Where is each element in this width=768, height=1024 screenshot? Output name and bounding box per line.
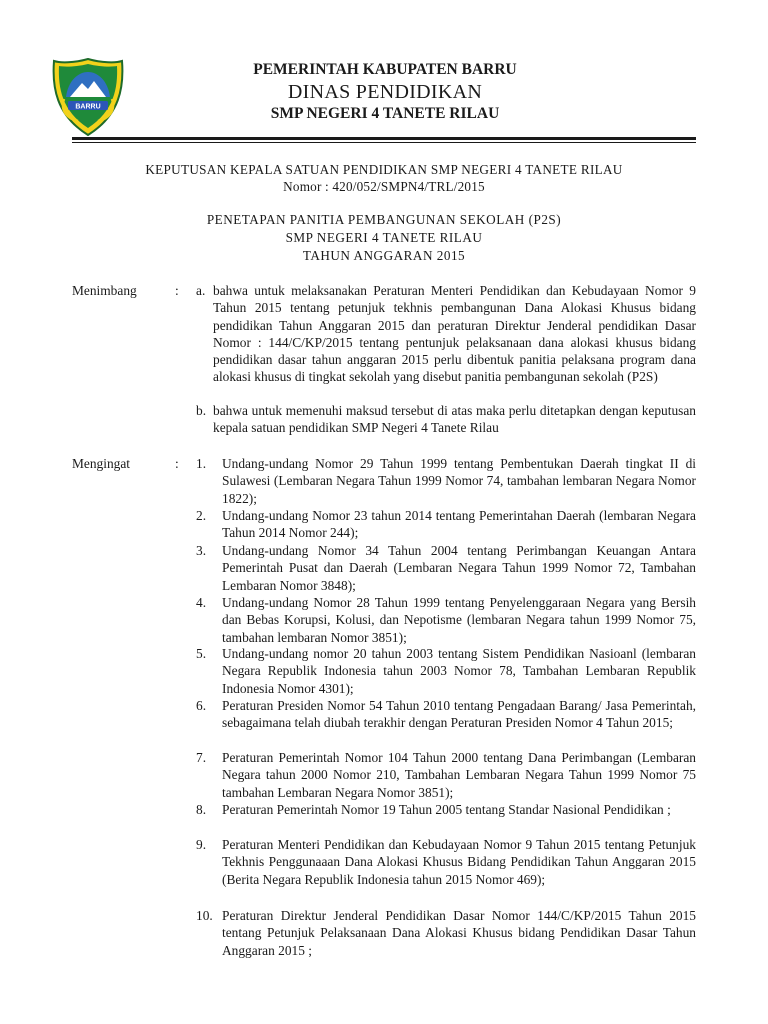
letterhead-rule-thin (72, 142, 696, 143)
mengingat-item-1: Undang-undang Nomor 29 Tahun 1999 tentang Pembentukan Daerah tingkat II di Sulawesi (Lembaran Negara Tahun 1999 Nomor 74, tambahan lembaran Negara Nomor 1822); (222, 456, 696, 506)
mengingat-item-6: Peraturan Presiden Nomor 54 Tahun 2010 tentang Pengadaan Barang/ Jasa Pemerintah, sebagaimana telah diubah terakhir dengan Peraturan Presiden Nomor 4 Tahun 2015; (222, 698, 696, 731)
mengingat-marker-9: 9. (196, 837, 207, 852)
menimbang-marker-a: a. (196, 283, 206, 298)
mengingat-item-2: Undang-undang Nomor 23 tahun 2014 tentang Pemerintahan Daerah (lembaran Negara Tahun 2014 Nomor 244); (222, 508, 696, 541)
barru-regency-emblem (50, 57, 126, 137)
mengingat-marker-8: 8. (196, 802, 207, 817)
subject-line-2: SMP NEGERI 4 TANETE RILAU (285, 230, 483, 245)
mengingat-marker-2: 2. (196, 508, 207, 523)
mengingat-item-4: Undang-undang Nomor 28 Tahun 1999 tentang Penyelenggaraan Negara yang Bersih dan Bebas Korupsi, Kolusi, dan Nepotisme (lembaran Negara tahun 1999 Nomor 75, tambahan lembaran Nomor 3851); (222, 595, 696, 645)
decree-number: Nomor : 420/052/SMPN4/TRL/2015 (283, 179, 485, 194)
menimbang-item-b: bahwa untuk memenuhi maksud tersebut di atas maka perlu ditetapkan dengan keputusan kepala satuan pendidikan SMP Negeri 4 Tanete Rilau (213, 403, 696, 436)
subject-line-3: TAHUN ANGGARAN 2015 (302, 248, 466, 263)
emblem-banner-text: BARRU (75, 103, 101, 111)
decree-heading: KEPUTUSAN KEPALA SATUAN PENDIDIKAN SMP NEGERI 4 TANETE RILAU (145, 162, 623, 177)
department-name: DINAS PENDIDIKAN (287, 81, 483, 103)
menimbang-marker-b: b. (196, 403, 207, 418)
mengingat-item-7: Peraturan Pemerintah Nomor 104 Tahun 2000 tentang Dana Perimbangan (Lembaran Negara tahun 2000 Nomor 210, Tambahan Lembaran Negara Tahun 1999 Nomor 75 tambahan Lembaran Negara Nomor 3851); (222, 750, 696, 800)
mengingat-marker-5: 5. (196, 646, 207, 661)
government-name: PEMERINTAH KABUPATEN BARRU (253, 61, 517, 78)
mengingat-item-10: Peraturan Direktur Jenderal Pendidikan Dasar Nomor 144/C/KP/2015 Tahun 2015 tentang Petunjuk Pelaksanaan Dana Alokasi Khusus bidang Pendidikan Dasar Tahun Anggaran 2015 ; (222, 908, 696, 958)
menimbang-colon: : (175, 283, 179, 298)
mengingat-marker-3: 3. (196, 543, 207, 558)
mengingat-marker-4: 4. (196, 595, 207, 610)
mengingat-marker-6: 6. (196, 698, 207, 713)
menimbang-item-a: bahwa untuk melaksanakan Peraturan Menteri Pendidikan dan Kebudayaan Nomor 9 Tahun 2015 tentang petunjuk tekhnis pembangunan Dana Alokasi Khusus bidang pendidikan Tahun Anggaran 2015 dan peraturan Direktur Jenderal pendidikan Dasar Nomor : 144/C/KP/2015 tentang pentunjuk pelaksanaan dana alokasi khusus bidang pendidikan dasar tahun anggaran 2015 perlu dibentuk panitia pelaksana program dana alokasi khusus di tingkat sekolah yang disebut panitia pembangunan sekolah (P2S) (213, 283, 696, 385)
mengingat-marker-10: 10. (196, 908, 213, 923)
mengingat-item-8: Peraturan Pemerintah Nomor 19 Tahun 2005 tentang Standar Nasional Pendidikan ; (222, 802, 671, 817)
mengingat-colon: : (175, 456, 179, 471)
letterhead-rule-thick (72, 137, 696, 140)
mengingat-item-3: Undang-undang Nomor 34 Tahun 2004 tentang Perimbangan Keuangan Antara Pemerintah Pusat dan Daerah (Lembaran Negara Tahun 1999 Nomor 72, Tambahan Lembaran Nomor 3848); (222, 543, 696, 593)
mengingat-item-5: Undang-undang nomor 20 tahun 2003 tentang Sistem Pendidikan Nasioanl (lembaran Negara Republik Indonesia tahun 2003 Nomor 78, Tambahan Lembaran Republik Indonesia Nomor 4301); (222, 646, 696, 696)
menimbang-label: Menimbang (72, 283, 137, 298)
mengingat-marker-7: 7. (196, 750, 207, 765)
mengingat-label: Mengingat (72, 456, 131, 471)
subject-line-1: PENETAPAN PANITIA PEMBANGUNAN SEKOLAH (P2S) (206, 212, 562, 227)
mengingat-item-9: Peraturan Menteri Pendidikan dan Kebudayaan Nomor 9 Tahun 2015 tentang Petunjuk Tekhnis Penggunaaan Dana Alokasi Khusus Bidang Pendidikan Tahun Anggaran 2015 (Berita Negara Republik Indonesia tahun 2015 Nomor 469); (222, 837, 696, 887)
mengingat-marker-1: 1. (196, 456, 207, 471)
letterhead (170, 60, 600, 124)
school-name: SMP NEGERI 4 TANETE RILAU (270, 105, 500, 122)
